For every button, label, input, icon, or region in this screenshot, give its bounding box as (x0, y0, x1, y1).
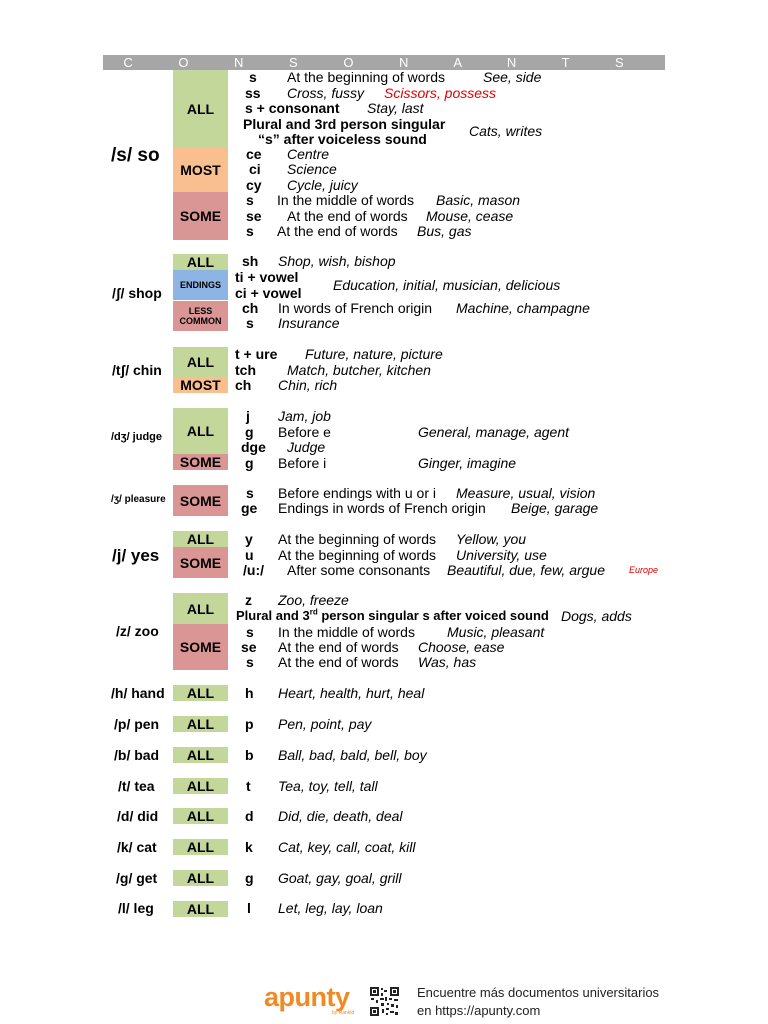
example: Machine, champagne (456, 300, 590, 316)
sound-label: /b/ bad (114, 747, 160, 763)
spelling: ci + vowel (235, 285, 302, 301)
category-all: ALL (173, 531, 228, 547)
category-all: ALL (173, 808, 228, 824)
sound-label: /h/ hand (111, 685, 165, 701)
spelling: g (245, 870, 254, 886)
rule: Before i (278, 455, 327, 471)
category-all: ALL (173, 685, 228, 701)
sound-label: /ʃ/ shop (112, 285, 162, 301)
rule: Jam, job (278, 408, 331, 424)
example: Let, leg, lay, loan (278, 900, 383, 916)
sound-label: /l/ leg (118, 900, 154, 916)
spelling: se (241, 639, 257, 655)
sound-label: /t/ tea (118, 778, 155, 794)
spelling: y (245, 531, 253, 547)
category-endings: ENDINGS (173, 270, 228, 300)
sound-label: /dʒ/ judge (111, 431, 163, 443)
rule: Cycle, juicy (287, 177, 358, 193)
spelling: b (245, 747, 254, 763)
example: Tea, toy, tell, tall (278, 778, 378, 794)
spelling: k (245, 839, 253, 855)
example: Music, pleasant (447, 624, 545, 640)
rule: At the end of words (287, 208, 408, 224)
spelling: ge (241, 500, 258, 516)
example: Choose, ease (418, 639, 505, 655)
category-all: ALL (173, 747, 228, 763)
category-some: SOME (173, 485, 228, 516)
spelling: d (245, 808, 254, 824)
example: Ginger, imagine (418, 455, 517, 471)
spelling: s + consonant (245, 100, 340, 116)
example: Yellow, you (456, 531, 527, 547)
example: Ball, bad, bald, bell, boy (278, 747, 427, 763)
note: Europe (629, 565, 659, 575)
example: Scissors, possess (384, 85, 497, 101)
spelling: s (246, 485, 254, 501)
spelling: ch (242, 300, 259, 316)
example: Beautiful, due, few, argue (447, 562, 605, 578)
rule: At the end of words (278, 654, 399, 670)
example: Goat, gay, goal, grill (278, 870, 402, 886)
rule: Future, nature, picture (305, 346, 443, 362)
category-all: ALL (173, 408, 228, 454)
spelling: /u:/ (243, 562, 264, 578)
rule: Cross, fussy (287, 85, 365, 101)
example: Was, has (418, 654, 477, 670)
category-some: SOME (173, 454, 228, 470)
example: Bus, gas (417, 223, 472, 239)
rule: Shop, wish, bishop (278, 253, 396, 269)
example: Education, initial, musician, delicious (333, 277, 561, 293)
spelling: dge (241, 439, 266, 455)
category-most: MOST (173, 147, 228, 192)
spelling: g (245, 424, 254, 440)
rule: At the beginning of words (278, 547, 436, 563)
rule: Before endings with u or i (278, 485, 436, 501)
rule: Centre (287, 146, 330, 162)
footer-link[interactable]: en https://apunty.com (417, 1003, 541, 1018)
example: Basic, mason (436, 192, 521, 208)
example: Measure, usual, vision (456, 485, 596, 501)
example: Mouse, cease (426, 208, 514, 224)
spelling: se (246, 208, 262, 224)
rule: At the end of words (278, 639, 399, 655)
category-all: ALL (173, 839, 228, 855)
apunty-logo[interactable]: apunty (264, 982, 350, 1012)
spelling: t + ure (235, 346, 278, 362)
rule: Zoo, freeze (278, 592, 349, 608)
sound-label: /k/ cat (117, 839, 157, 855)
rule: In words of French origin (278, 300, 433, 316)
rule: Science (287, 161, 337, 177)
category-some: SOME (173, 624, 228, 670)
rule: In the middle of words (277, 192, 414, 208)
rule: “s” after voiceless sound (258, 131, 427, 147)
example: Heart, health, hurt, heal (278, 685, 425, 701)
spelling: ce (246, 146, 262, 162)
spelling: p (245, 716, 254, 732)
footer-line-1: Encuentre más documentos universitarios (417, 985, 660, 1000)
rule: Stay, last (367, 100, 424, 116)
spelling: j (246, 408, 250, 424)
rule: Chin, rich (278, 377, 338, 393)
example: Cat, key, call, coat, kill (278, 839, 416, 855)
spelling: s (246, 654, 254, 670)
category-all: ALL (173, 778, 228, 794)
spelling: s (246, 223, 254, 239)
spelling: tch (235, 362, 256, 378)
category-most: MOST (173, 377, 228, 393)
rule: In the middle of words (278, 624, 415, 640)
spelling: cy (246, 177, 262, 193)
rule: After some consonants (287, 562, 431, 578)
example: Beige, garage (511, 500, 599, 516)
category-all: ALL (173, 70, 228, 147)
sound-label: /d/ did (117, 808, 159, 824)
spelling: ci (249, 161, 261, 177)
spelling: z (245, 592, 252, 608)
rule: Judge (287, 439, 326, 455)
rule: Insurance (278, 315, 340, 331)
spelling: sh (242, 253, 259, 269)
spelling: s (249, 69, 257, 85)
example: Pen, point, pay (278, 716, 372, 732)
spelling: u (245, 547, 254, 563)
category-all: ALL (173, 254, 228, 270)
sound-label: /s/ so (111, 145, 160, 166)
category-all: ALL (173, 901, 228, 917)
spelling: t (246, 778, 251, 794)
example: University, use (456, 547, 547, 563)
rule: Plural and 3rd person singular (243, 116, 446, 132)
spelling: g (245, 455, 254, 471)
spelling: s (246, 624, 254, 640)
sound-label: /ʒ/ pleasure (111, 494, 166, 505)
example: Did, die, death, deal (278, 808, 403, 824)
rule: Endings in words of French origin (278, 500, 486, 516)
spelling: s (246, 192, 254, 208)
sound-label: /z/ zoo (116, 623, 159, 639)
sound-label: /tʃ/ chin (112, 362, 162, 378)
spelling: ch (235, 377, 252, 393)
category-less-common: LESS COMMON (173, 301, 228, 331)
rule: Match, butcher, kitchen (287, 362, 431, 378)
category-all: ALL (173, 347, 228, 377)
category-all: ALL (173, 593, 228, 624)
apunty-logo-byline: by Rankid (332, 1010, 355, 1016)
category-all: ALL (173, 716, 228, 732)
category-some: SOME (173, 192, 228, 240)
rule: At the beginning of words (287, 69, 445, 85)
sound-label: /j/ yes (112, 546, 160, 565)
spelling: ti + vowel (235, 269, 299, 285)
rule: At the beginning of words (278, 531, 436, 547)
example: See, side (483, 69, 542, 85)
example: General, manage, agent (418, 424, 569, 440)
consonants-header: C O N S O N A N T S (103, 55, 665, 70)
spelling: h (245, 685, 254, 701)
sound-label: /p/ pen (114, 716, 160, 732)
spelling: s (246, 315, 254, 331)
category-all: ALL (173, 870, 228, 886)
spelling: ss (245, 85, 261, 101)
rule: Plural and 3rd person singular s after voiced sound (236, 607, 549, 623)
qr-code-icon[interactable] (369, 986, 400, 1017)
category-some: SOME (173, 547, 228, 578)
example: Dogs, adds (561, 608, 632, 624)
rule: At the end of words (277, 223, 398, 239)
example: Cats, writes (469, 123, 543, 139)
rule: Before e (278, 424, 331, 440)
spelling: l (247, 900, 251, 916)
sound-label: /g/ get (116, 870, 158, 886)
